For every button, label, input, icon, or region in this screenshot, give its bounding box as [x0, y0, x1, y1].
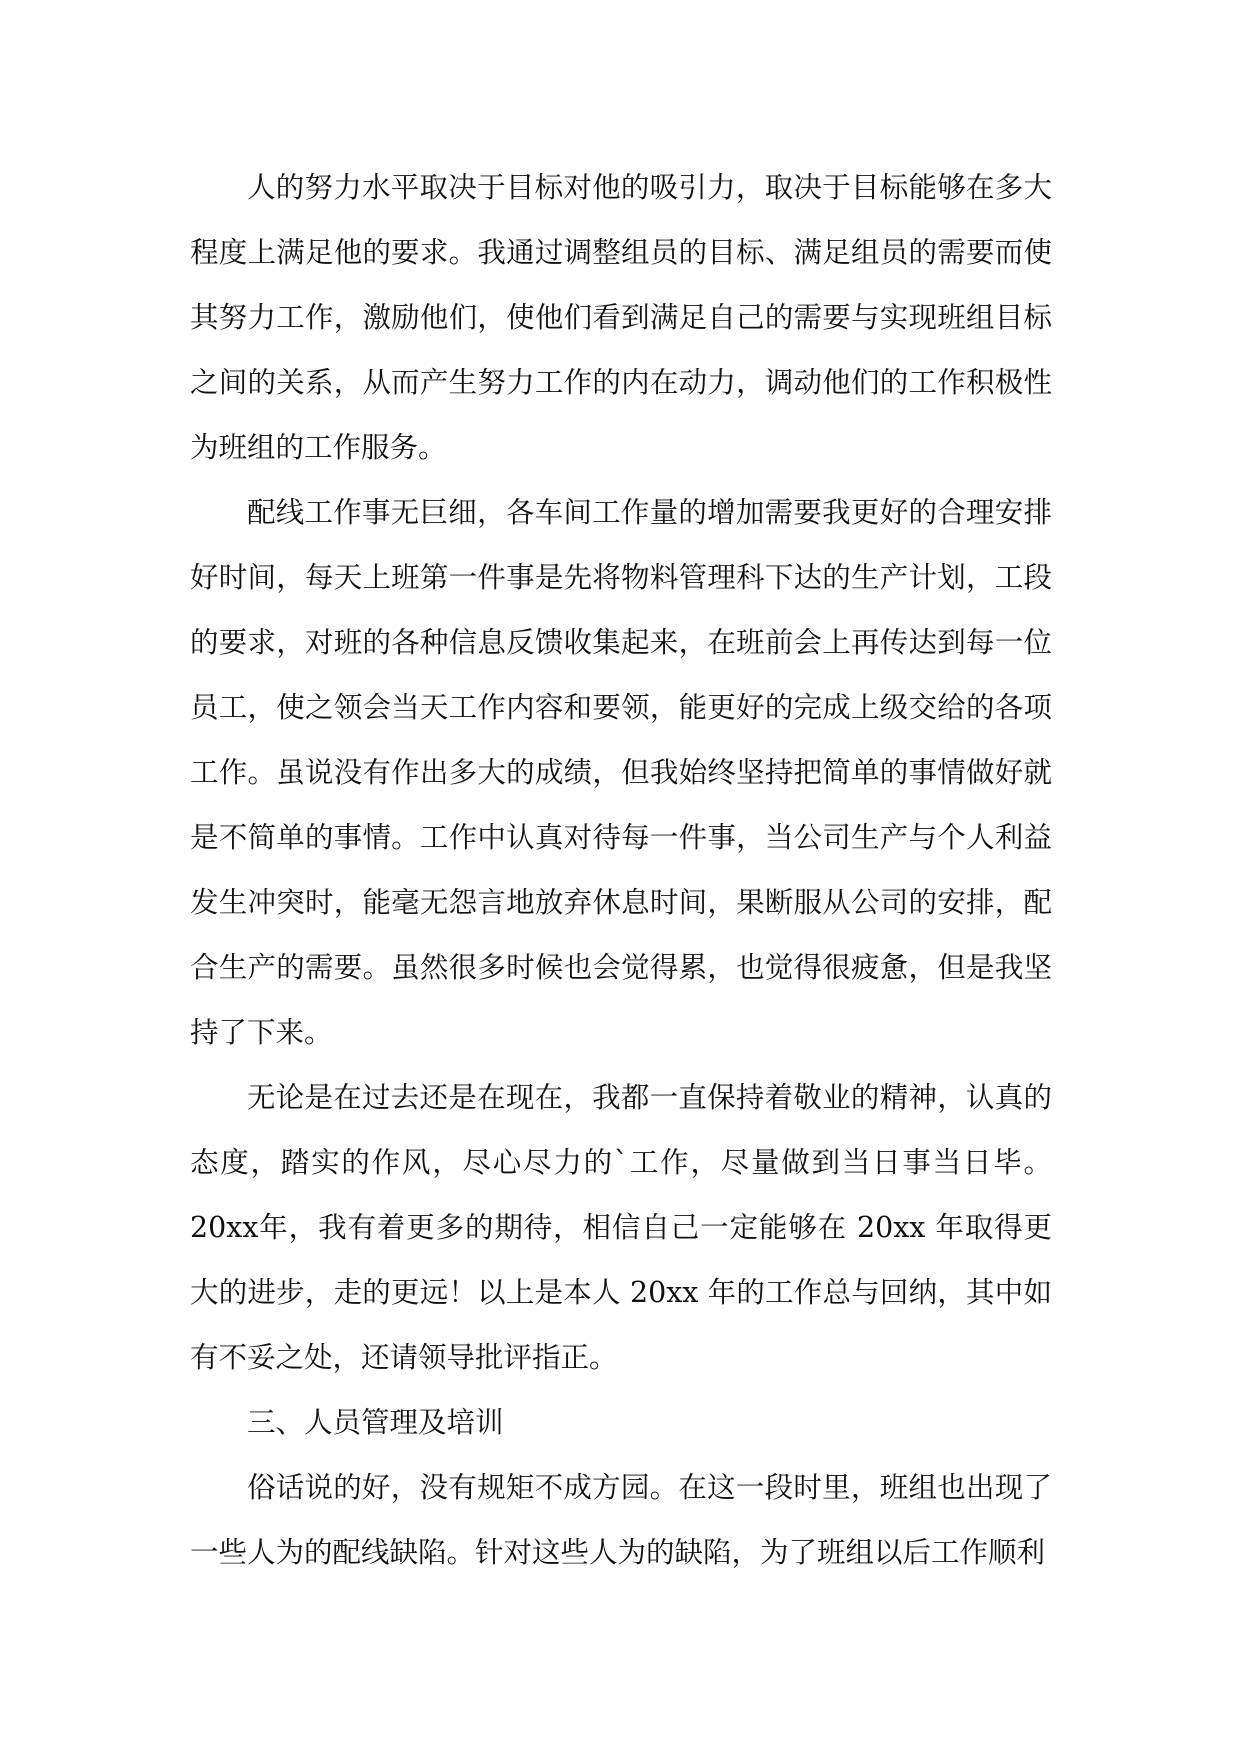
document-body [190, 155, 1052, 1585]
paragraph-motivation: 人的努力水平取决于目标对他的吸引力，取决于目标能够在多大程度上满足他的要求。我通过调整组员的目标、满足组员的需要而使其努力工作，激励他们，使他们看到满足自己的需要与实现班组目标之间的关系，从而产生努力工作的内在动力，调动他们的工作积极性为班组的工作服务。 [190, 171, 1052, 464]
section-heading: 三、人员管理及培训 [247, 1406, 504, 1439]
paragraph-rules: 俗话说的好，没有规矩不成方园。在这一段时里，班组也出现了一些人为的配线缺陷。针对这些人为的缺陷，为了班组以后工作顺利 [190, 1471, 1052, 1569]
paragraph-dedication: 无论是在过去还是在现在，我都一直保持着敬业的精神，认真的态度，踏实的作风，尽心尽力的`工作，尽量做到当日事当日毕。20xx年，我有着更多的期待，相信自己一定能够在 20xx 年取得更大的进步，走的更远！以上是本人 20xx 年的工作总与回纳，其中如有不妥之处，还请领导批评指正。 [190, 1081, 1052, 1374]
paragraph-wiring-work: 配线工作事无巨细，各车间工作量的增加需要我更好的合理安排好时间，每天上班第一件事是先将物料管理科下达的生产计划，工段的要求，对班的各种信息反馈收集起来，在班前会上再传达到每一位员工，使之领会当天工作内容和要领，能更好的完成上级交给的各项工作。虽说没有作出多大的成绩，但我始终坚持把简单的事情做好就是不简单的事情。工作中认真对待每一件事，当公司生产与个人利益发生冲突时，能毫无怨言地放弃休息时间，果断服从公司的安排，配合生产的需要。虽然很多时候也会觉得累，也觉得很疲惫，但是我坚持了下来。 [190, 496, 1052, 1049]
